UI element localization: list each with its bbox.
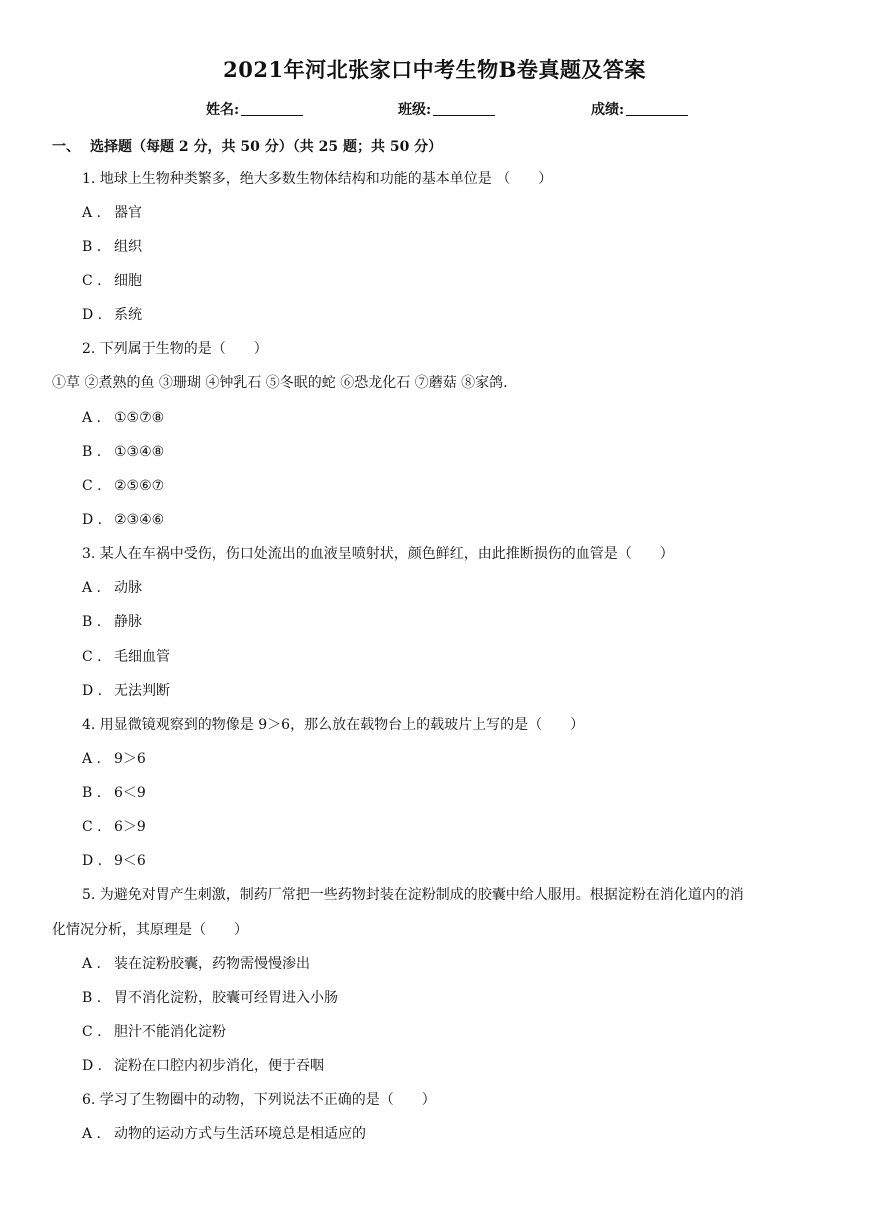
option-text: ①⑤⑦⑧ [114,410,165,426]
score-label: 成绩: [591,102,625,118]
question-5-stem: 5. 为避免对胃产生刺激，制药厂常把一些药物封装在淀粉制成的胶囊中给人服用。根据淀粉在消化道内的消 [82,887,744,903]
option-text: 6＞9 [114,819,146,835]
option-text: 系统 [114,307,142,323]
option-text: ②⑤⑥⑦ [114,478,165,494]
question-2-option-d [82,510,164,530]
section-title: 选择题（每题 2 分，共 50 分）（共 25 题；共 50 分） [90,139,443,155]
option-text: 胆汁不能消化淀粉 [114,1024,226,1040]
question-4-option-d [82,851,146,871]
option-text: 无法判断 [114,683,170,699]
question-2-stem: 2. 下列属于生物的是（ ） [82,341,268,357]
question-5-option-d [82,1056,324,1076]
option-letter: A . [82,956,102,972]
question-2-option-c [82,476,164,496]
option-text: 毛细血管 [114,649,170,665]
question-4-option-a [82,749,146,769]
option-letter: B . [82,239,102,255]
question-1-stem: 1. 地球上生物种类繁多，绝大多数生物体结构和功能的基本单位是 （ ） [82,171,553,187]
question-2-option-a [82,408,164,428]
option-letter: D . [82,683,103,699]
question-2-items: ①草 ②煮熟的鱼 ③珊瑚 ④钟乳石 ⑤冬眠的蛇 ⑥恐龙化石 ⑦蘑菇 ⑧家鸽. [52,375,508,391]
option-letter: A . [82,580,102,596]
option-text: ①③④⑧ [114,444,165,460]
option-text: 动脉 [114,580,142,596]
option-text: 淀粉在口腔内初步消化，便于吞咽 [114,1058,324,1074]
option-letter: D . [82,853,103,869]
option-text: 器官 [114,205,142,221]
option-letter: C . [82,273,102,289]
option-letter: A . [82,1126,102,1142]
option-letter: B . [82,990,102,1006]
option-letter: B . [82,785,102,801]
question-5-option-c [82,1022,226,1042]
question-3-option-b [82,612,142,632]
question-1-option-a [82,203,142,223]
option-letter: A . [82,751,102,767]
option-letter: A . [82,410,102,426]
option-letter: D . [82,307,103,323]
option-letter: D . [82,1058,103,1074]
name-field [206,99,303,119]
option-letter: C . [82,1024,102,1040]
class-blank [433,101,495,116]
option-letter: B . [82,444,102,460]
question-1-option-b [82,237,142,257]
student-info-row [0,99,869,119]
option-text: ②③④⑥ [114,512,165,528]
score-blank [626,101,688,116]
option-text: 胃不消化淀粉，胶囊可经胃进入小肠 [114,990,338,1006]
option-letter: C . [82,819,102,835]
option-letter: B . [82,614,102,630]
question-6-stem: 6. 学习了生物圈中的动物，下列说法不正确的是（ ） [82,1092,436,1108]
option-letter: A . [82,205,102,221]
option-text: 6＜9 [114,785,146,801]
name-label: 姓名: [206,102,240,118]
question-2-option-b [82,442,164,462]
question-4-option-c [82,817,146,837]
question-3-option-d [82,681,170,701]
page-title: 2021年河北张家口中考生物B卷真题及答案 [223,57,646,82]
option-letter: C . [82,649,102,665]
question-4-option-b [82,783,146,803]
question-3-option-a [82,578,142,598]
option-letter: C . [82,478,102,494]
option-text: 装在淀粉胶囊，药物需慢慢渗出 [114,956,310,972]
name-blank [241,101,303,116]
option-text: 9＞6 [114,751,146,767]
question-5-option-a [82,954,310,974]
question-3-stem: 3. 某人在车祸中受伤，伤口处流出的血液呈喷射状，颜色鲜红，由此推断损伤的血管是（ ） [82,546,674,562]
option-letter: D . [82,512,103,528]
option-text: 9＜6 [114,853,146,869]
class-label: 班级: [398,102,432,118]
class-field [398,99,495,119]
score-field [591,99,688,119]
option-text: 动物的运动方式与生活环境总是相适应的 [114,1126,366,1142]
section-heading [52,136,442,156]
section-number: 一、 [52,139,80,155]
question-5-stem-continued: 化情况分析，其原理是（ ） [52,922,248,938]
option-text: 静脉 [114,614,142,630]
question-3-option-c [82,647,170,667]
question-4-stem: 4. 用显微镜观察到的物像是 9＞6，那么放在载物台上的载玻片上写的是（ ） [82,717,585,733]
question-6-option-a [82,1124,366,1144]
question-1-option-d [82,305,142,325]
question-1-option-c [82,271,142,291]
option-text: 组织 [114,239,142,255]
question-5-option-b [82,988,338,1008]
option-text: 细胞 [114,273,142,289]
